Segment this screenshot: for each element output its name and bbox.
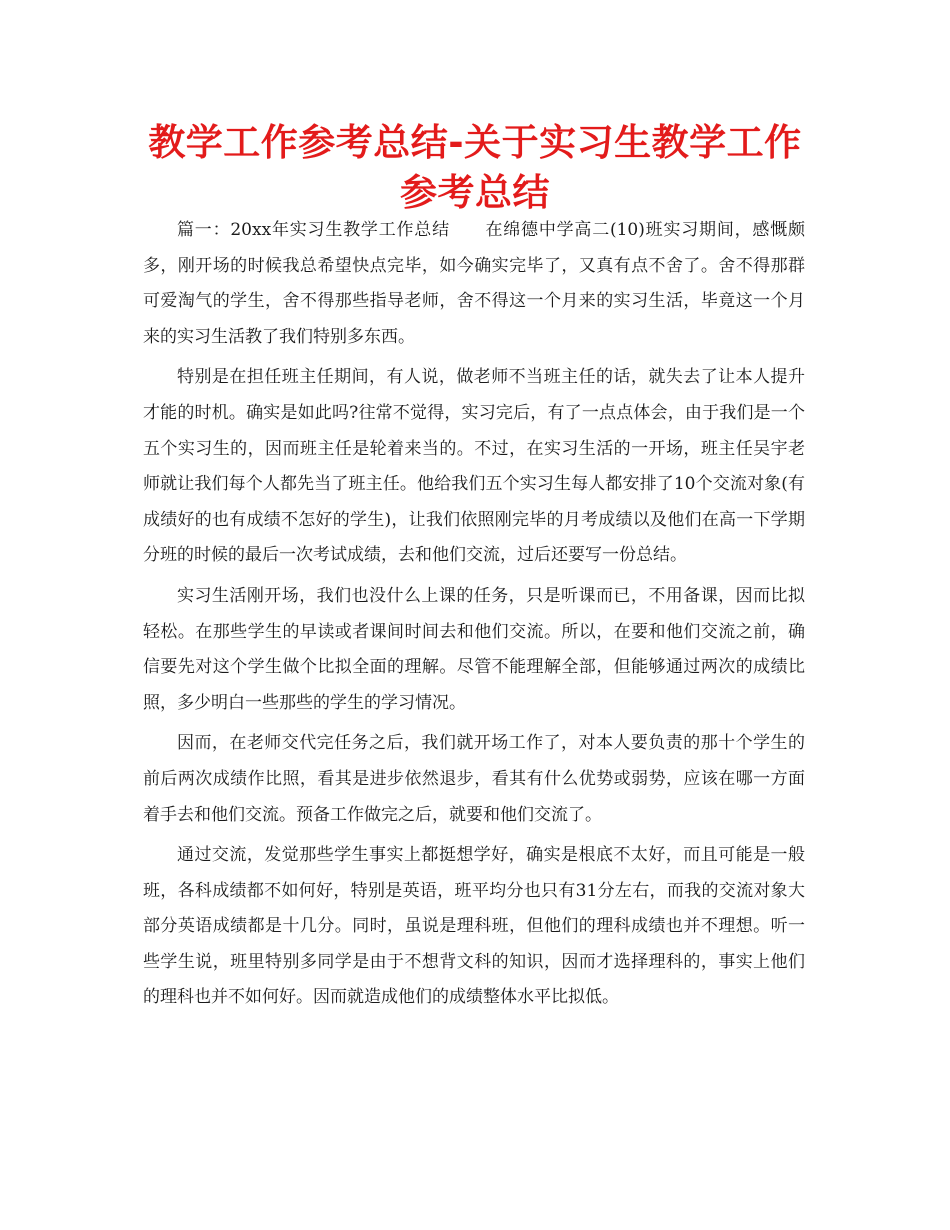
document-body: [143, 213, 805, 1021]
paragraph-3: 实习生活刚开场，我们也没什么上课的任务，只是听课而已，不用备课，因而比拟轻松。在那些学生的早读或者课间时间去和他们交流。所以，在要和他们交流之前，确信要先对这个学生做个比拟全面的理解。尽管不能理解全部，但能够通过两次的成绩比照，多少明白一些那些的学生的学习情况。: [143, 585, 805, 713]
paragraph-1: 篇一：20xx年实习生教学工作总结 在绵德中学高二(10)班实习期间，感慨颇多，刚开场的时候我总希望快点完毕，如今确实完毕了，又真有点不舍了。舍不得那群可爱淘气的学生，舍不得那些指导老师，舍不得这一个月来的实习生活，毕竟这一个月来的实习生活教了我们特别多东西。: [143, 220, 805, 347]
paragraph-5: 通过交流，发觉那些学生事实上都挺想学好，确实是根底不太好，而且可能是一般班，各科成绩都不如何好，特别是英语，班平均分也只有31分左右，而我的交流对象大部分英语成绩都是十几分。同时，虽说是理科班，但他们的理科成绩也并不理想。听一些学生说，班里特别多同学是由于不想背文科的知识，因而才选择理科的，事实上他们的理科也并不如何好。因而就造成他们的成绩整体水平比拟低。: [143, 845, 805, 1008]
document-title: 教学工作参考总结-关于实习生教学工作参考总结: [148, 121, 802, 214]
paragraph-2: 特别是在担任班主任期间，有人说，做老师不当班主任的话，就失去了让本人提升才能的时机。确实是如此吗?往常不觉得，实习完后，有了一点点体会，由于我们是一个五个实习生的，因而班主任是轮着来当的。不过，在实习生活的一开场，班主任吴宇老师就让我们每个人都先当了班主任。他给我们五个实习生每人都安排了10个交流对象(有成绩好的也有成绩不怎好的学生)，让我们依照刚完毕的月考成绩以及他们在高一下学期分班的时候的最后一次考试成绩，去和他们交流，过后还要写一份总结。: [143, 367, 805, 566]
paragraph-4: 因而，在老师交代完任务之后，我们就开场工作了，对本人要负责的那十个学生的前后两次成绩作比照，看其是进步依然退步，看其有什么优势或弱势，应该在哪一方面着手去和他们交流。预备工作做完之后，就要和他们交流了。: [143, 733, 805, 825]
